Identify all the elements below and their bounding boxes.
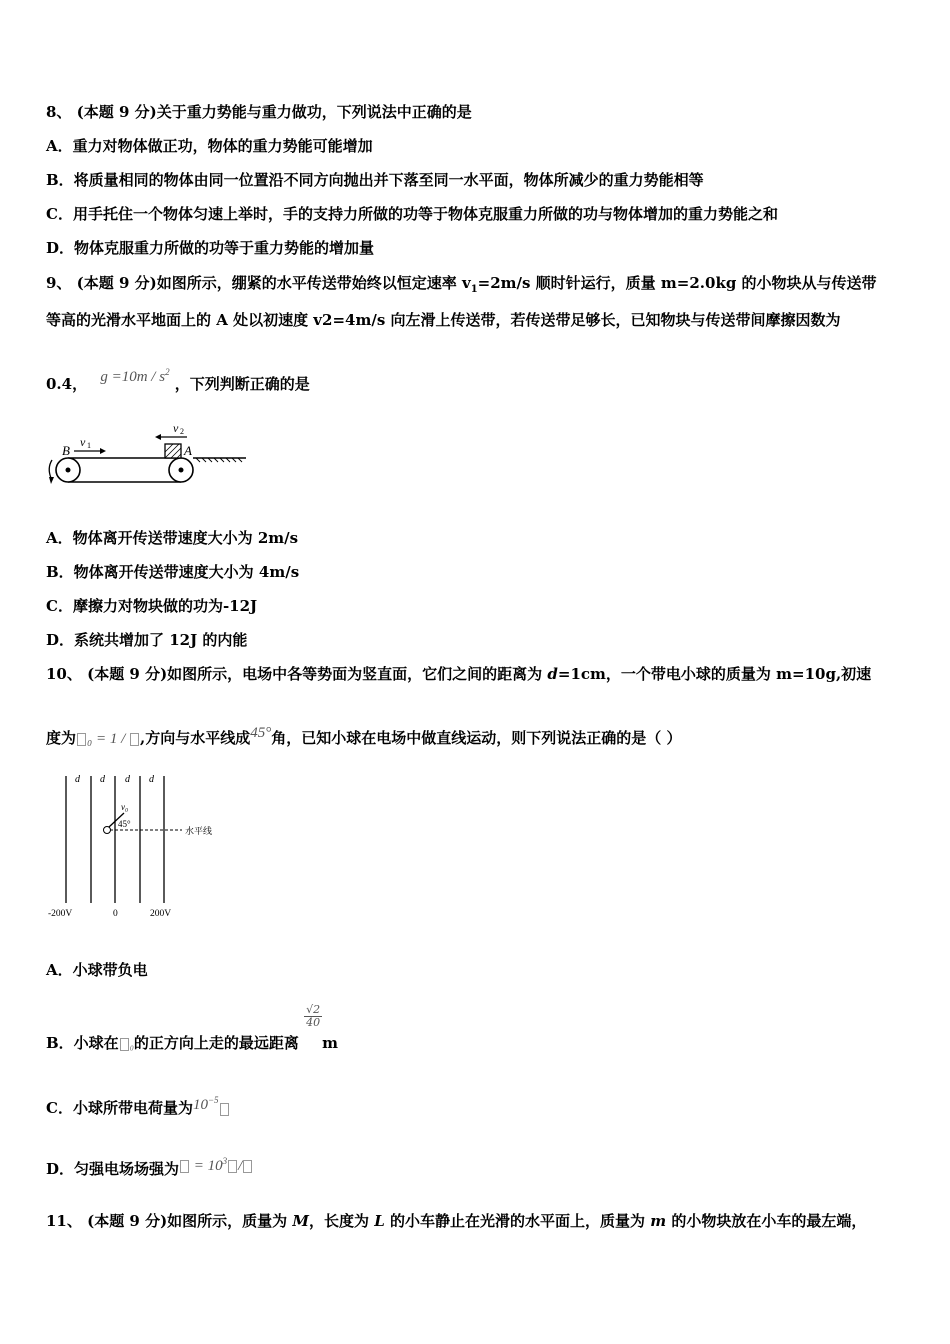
- horizontal-label: 水平线: [185, 826, 213, 836]
- q10-stem-line1: 10、 (本题 9 分)如图所示，电场中各等势面为竖直面，它们之间的距离为 d=1cm，一个带电小球的质量为 m=10g,初速: [46, 665, 872, 683]
- voltage-mid: 0: [113, 909, 118, 919]
- label-a: A: [184, 443, 192, 458]
- q8-stem: 8、 (本题 9 分)关于重力势能与重力做功，下列说法中正确的是: [46, 103, 472, 121]
- label-v2: v: [173, 421, 179, 435]
- q8-option-a: A．重力对物体做正功，物体的重力势能可能增加: [46, 137, 373, 155]
- q11-stem: 11、 (本题 9 分)如图所示，质量为 M，长度为 L 的小车静止在光滑的水平面上，质量为 m 的小物块放在小车的最左端，: [46, 1212, 867, 1230]
- q9-stem-line2: 等高的光滑水平地面上的 A 处以初速度 v2=4m/s 向左滑上传送带，若传送带足够长，已知物块与传送带间摩擦因数为: [46, 311, 841, 329]
- d-label-1: d: [75, 774, 80, 785]
- d-label-4: d: [149, 774, 154, 785]
- label-v2-sub: 2: [180, 427, 184, 436]
- q9-option-a: A．物体离开传送带速度大小为 2m/s: [46, 529, 299, 547]
- q9-option-d: D．系统共增加了 12J 的内能: [46, 631, 248, 649]
- charge-formula: $10^{-5}$: [192, 1095, 219, 1113]
- field-formula: = $10^3$: [190, 1156, 228, 1174]
- q10-option-c: C．小球所带电荷量为$10^{-5}$: [46, 1094, 230, 1119]
- conveyor-belt-figure: [44, 420, 254, 490]
- q9-option-b: B．物体离开传送带速度大小为 4m/s: [46, 563, 300, 581]
- d-label-3: d: [125, 774, 130, 785]
- q10-option-d: D．匀强电场场强为 = $10^3$ /: [46, 1155, 253, 1180]
- q10-option-a: A．小球带负电: [46, 961, 148, 979]
- q9-stem-line3: 0.4， $g =10m / s^2$ ，下列判断正确的是: [46, 367, 310, 393]
- label-v1: v: [80, 435, 86, 449]
- q9-option-c: C．摩擦力对物块做的功为-12J: [46, 597, 258, 615]
- q8-option-d: D．物体克服重力所做的功等于重力势能的增加量: [46, 239, 375, 257]
- q8-option-b: B．将质量相同的物体由同一位置沿不同方向抛出并下落至同一水平面，物体所减少的重力势能相等: [46, 171, 704, 189]
- v0-formula: ₀ = 1 /: [87, 731, 130, 747]
- equipotential-figure: [44, 768, 224, 928]
- d-label-2: d: [100, 774, 105, 785]
- voltage-left: -200V: [48, 909, 73, 919]
- angle-label: 45°: [118, 819, 131, 829]
- distance-fraction: $\frac{√2}{40}$: [306, 1003, 321, 1029]
- q10-stem-line2: 度为 ₀ = 1 / ,方向与水平线成45°角，已知小球在电场中做直线运动，则下列说法正确的是（ ）: [46, 725, 682, 747]
- q8-option-c: C．用手托住一个物体匀速上举时，手的支持力所做的功等于物体克服重力所做的功与物体增加的重力势能之和: [46, 205, 778, 223]
- q10-option-b: B．小球在 ₀的正方向上走的最远距离 $\frac{√2}{40}$ m: [46, 1003, 338, 1052]
- q9-stem-line1: 9、 (本题 9 分)如图所示，绷紧的水平传送带始终以恒定速率 $v_1=2m/s$ 顺时针运行，质量 m=2.0kg 的小物块从与传送带: [46, 274, 877, 295]
- label-v1-sub: 1: [87, 441, 91, 450]
- v0-label: v₀: [121, 802, 129, 812]
- label-b: B: [62, 443, 70, 458]
- voltage-right: 200V: [150, 909, 172, 919]
- gravity-formula: $g =10m / s^2$: [100, 367, 170, 385]
